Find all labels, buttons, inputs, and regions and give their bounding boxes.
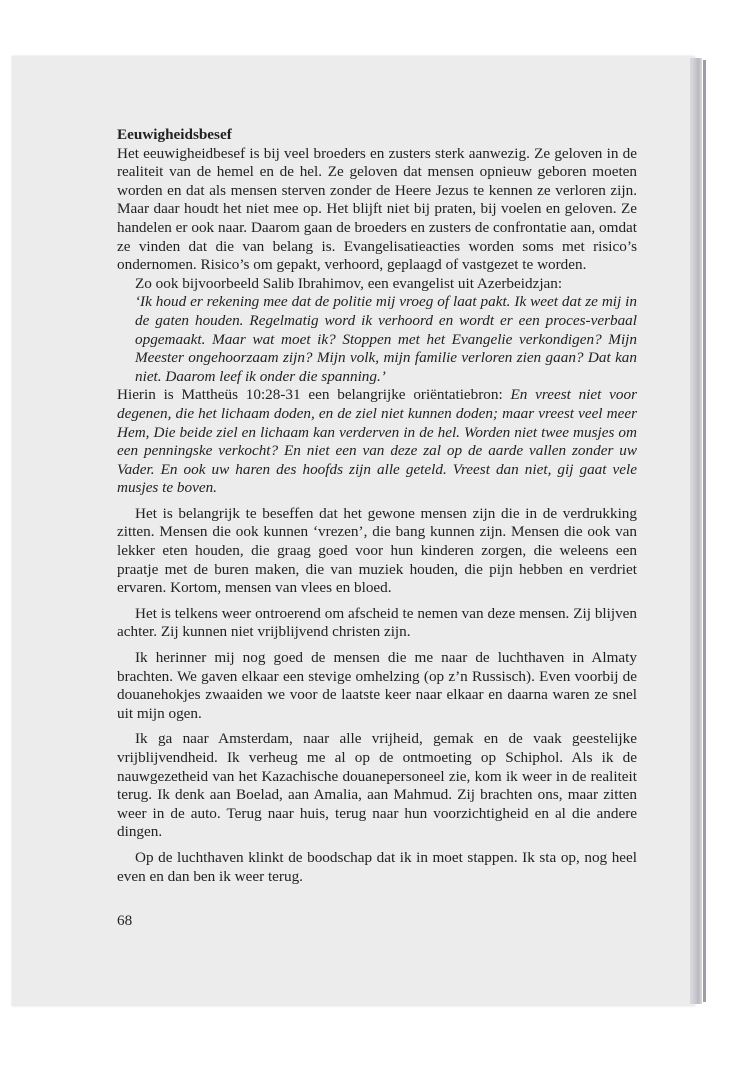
paragraph-2: Zo ook bijvoorbeeld Salib Ibrahimov, een evangelist uit Azerbeidzjan: (135, 274, 563, 292)
page-edge (690, 58, 702, 1004)
body-text (117, 126, 637, 886)
page-edge-shadow (703, 60, 706, 1002)
paragraph-3 (117, 386, 637, 498)
paragraph-4: Het is belangrijk te beseffen dat het gewone mensen zijn die in de verdrukking zitten. Mensen die ook kunnen ‘vrezen’, die bang kunnen zijn. Mensen die ook van lekker eten houden, die graag goed voor hun kinderen zorgen, die weleens een praatje met de buren maken, die van muziek houden, die pijn hebben en verdriet ervaren. Kortom, mensen van vlees en bloed. (117, 504, 637, 597)
section-heading: Eeuwigheidsbesef (117, 126, 232, 143)
quote-paragraph: ‘Ik houd er rekening mee dat de politie mij vroeg of laat pakt. Ik weet dat ze mij in de gaten houden. Regelmatig word ik verhoord en wordt er een proces-verbaal opgemaakt. Maar wat moet ik? Stoppen met het Evangelie verkondigen? Mijn Meester ongehoorzaam zijn? Mijn volk, mijn familie verloren zien gaan? Dat kan niet. Daarom leef ik onder die spanning.’ (135, 293, 637, 385)
paragraph-7: Ik ga naar Amsterdam, naar alle vrijheid, gemak en de vaak geestelijke vrijblijvendheid. Ik verheug me al op de ontmoeting op Schiphol. Als ik de nauwgezetheid van het Kazachische douanepersoneel zie, kom ik weer in de realiteit terug. Ik denk aan Boelad, aan Amalia, aan Mahmud. Zij brachten ons, maar zitten weer in de auto. Terug naar huis, terug naar hun voorzichtigheid en al die andere dingen. (117, 730, 637, 841)
paragraph-3-intro: Hierin is Mattheüs 10:28-31 een belangrijke oriëntatiebron: (117, 386, 511, 404)
bible-quote: En vreest niet voor degenen, die het lichaam doden, en de ziel niet kunnen doden; maar vreest veel meer Hem, Die beide ziel en lichaam kan verderven in de hel. Worden niet twee musjes om een penningske verkocht? En niet een van deze zal op de aarde vallen zonder uw Vader. En ook uw haren des hoofds zijn alle geteld. Vreest dan niet, gij gaat vele musjes te boven. (117, 386, 637, 497)
paragraph-6: Ik herinner mij nog goed de mensen die me naar de luchthaven in Almaty brachten. We gaven elkaar een stevige omhelzing (op z’n Russisch). Even voorbij de douanehokjes zwaaiden we voor de laatste keer naar elkaar en daarna waren ze snel uit mijn ogen. (117, 649, 637, 722)
paragraph-5: Het is telkens weer ontroerend om afscheid te nemen van deze mensen. Zij blijven achter. Zij kunnen niet vrijblijvend christen zijn. (117, 604, 637, 641)
paragraph-1: Het eeuwigheidbesef is bij veel broeders en zusters sterk aanwezig. Ze geloven in de realiteit van de hemel en de hel. Ze geloven dat mensen opnieuw geboren moeten worden en dat als mensen sterven zonder de Heere Jezus te kennen ze verloren zijn. Maar daar houdt het niet mee op. Het blijft niet bij praten, bij voelen en geloven. Ze handelen er ook naar. Daarom gaan de broeders en zusters de confrontatie aan, omdat ze vinden dat die van belang is. Evangelisatieacties worden soms met risico’s ondernomen. Risico’s om gepakt, verhoord, geplaagd of vastgezet te worden. (117, 144, 637, 274)
page-number: 68 (117, 912, 133, 929)
paragraph-8: Op de luchthaven klinkt de boodschap dat ik in moet stappen. Ik sta op, nog heel even en dan ben ik weer terug. (117, 848, 637, 885)
